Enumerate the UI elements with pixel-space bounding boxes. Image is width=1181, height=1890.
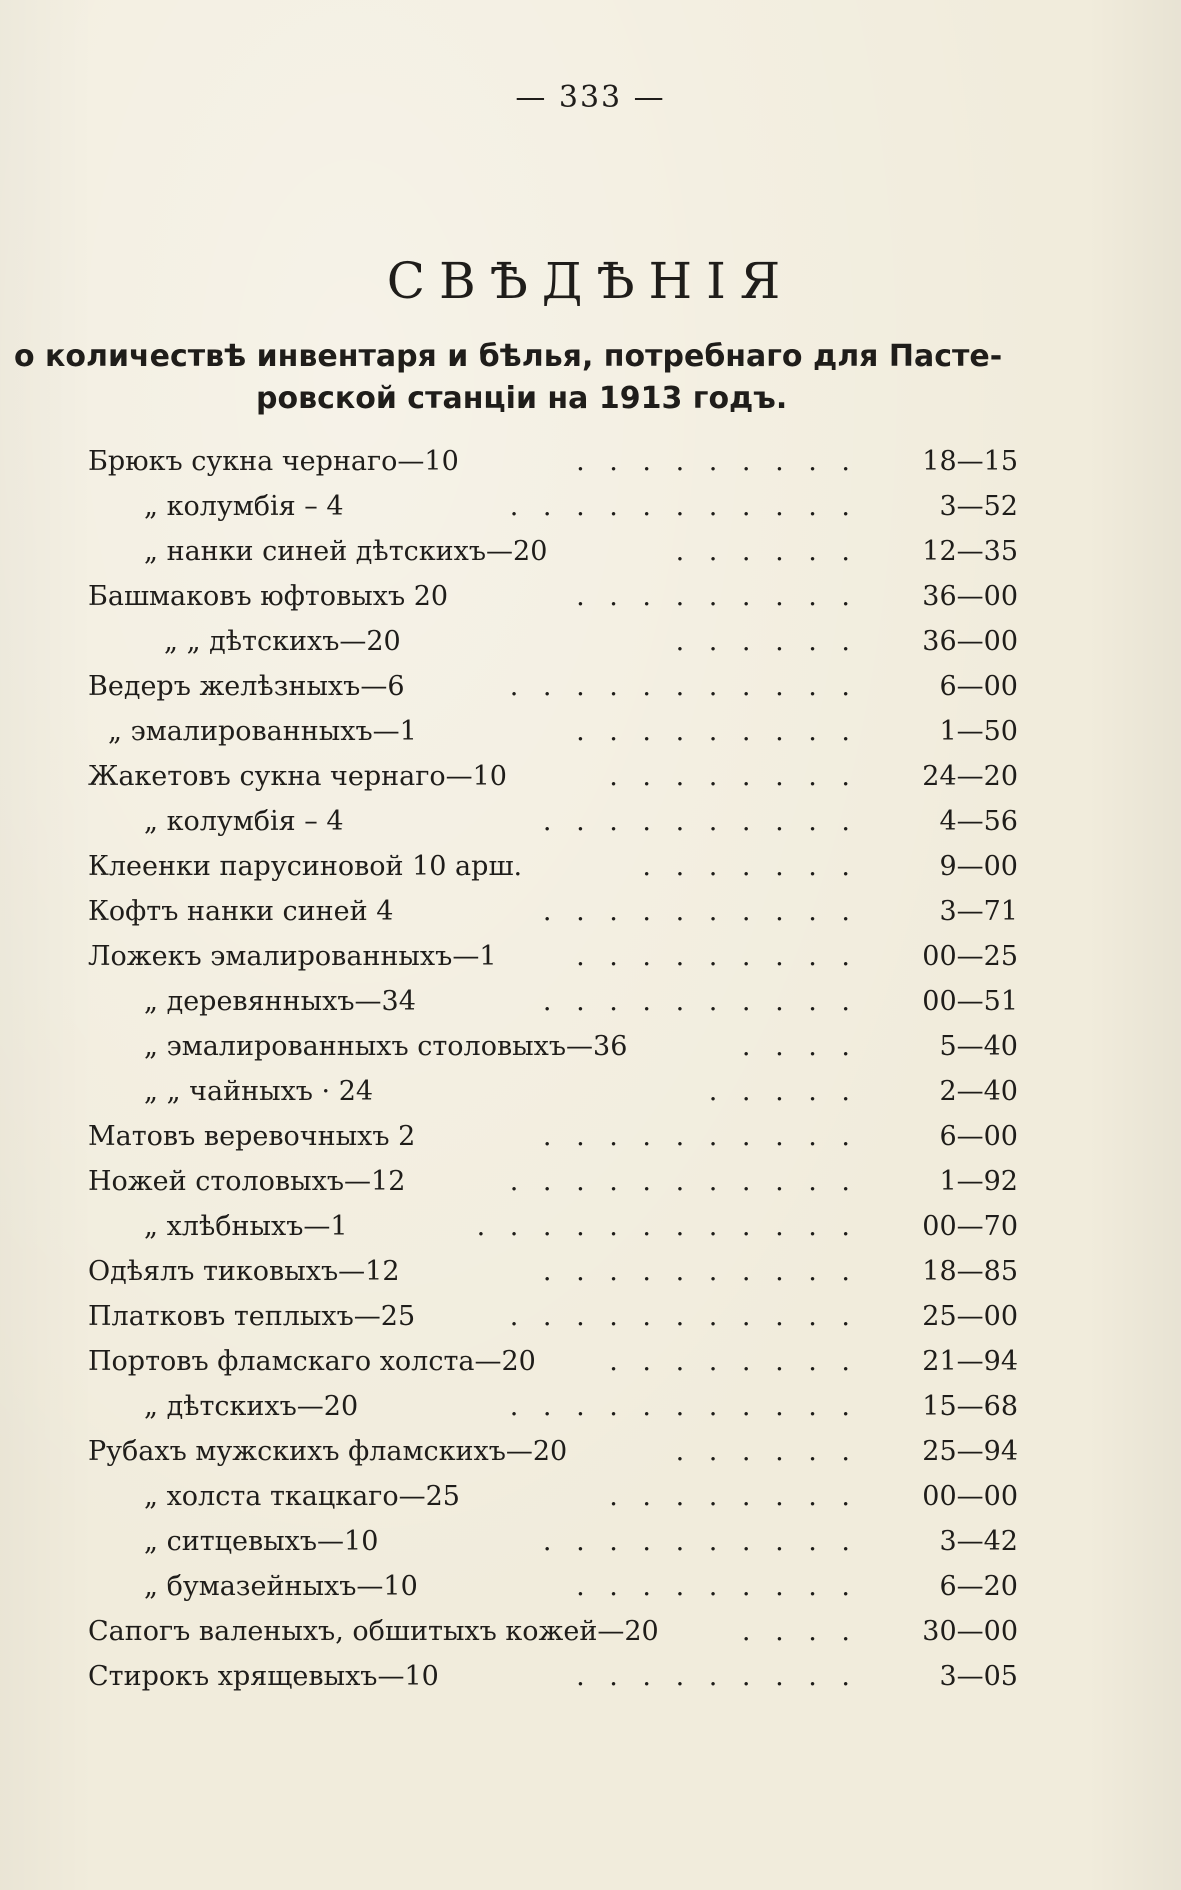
item-label: „ „ чайныхъ · 24 — [144, 1076, 374, 1107]
item-price: 18—85 — [922, 1256, 1018, 1287]
item-label: „ колумбія – 4 — [144, 491, 344, 522]
item-price: 00—70 — [922, 1211, 1018, 1242]
list-item — [88, 1119, 1028, 1164]
item-price: 25—00 — [922, 1301, 1018, 1332]
leader-dots: . . . . . . . — [642, 851, 858, 882]
item-price: 3—42 — [939, 1526, 1018, 1557]
list-item — [88, 669, 1028, 714]
leader-dots: . . . . . . . . . . . — [509, 1391, 858, 1422]
leader-dots: . . . . . . . . . . — [542, 896, 858, 927]
item-label: Матовъ веревочныхъ 2 — [88, 1121, 416, 1152]
leader-dots: . . . . . . . . . . — [542, 1121, 858, 1152]
leader-dots: . . . . . . . . . . — [542, 1526, 858, 1557]
list-item — [88, 849, 1028, 894]
list-item — [88, 1569, 1028, 1614]
page-number: — 333 — — [515, 80, 666, 115]
leader-dots: . . . . . . . . . . . . — [476, 1211, 858, 1242]
item-price: 18—15 — [922, 446, 1018, 477]
leader-dots: . . . . . . . . . — [576, 941, 858, 972]
list-item — [88, 939, 1028, 984]
list-item — [88, 714, 1028, 759]
item-label: Кофтъ нанки синей 4 — [88, 896, 394, 927]
item-label: „ нанки синей дѣтскихъ—20 — [144, 536, 548, 567]
list-item — [88, 1479, 1028, 1524]
list-item — [88, 1209, 1028, 1254]
item-price: 00—00 — [922, 1481, 1018, 1512]
leader-dots: . . . . . . . . . . . — [509, 1301, 858, 1332]
item-price: 36—00 — [922, 626, 1018, 657]
leader-dots: . . . . . . — [675, 536, 858, 567]
item-label: Жакетовъ сукна чернаго—10 — [88, 761, 507, 792]
item-price: 00—51 — [922, 986, 1018, 1017]
item-label: „ ситцевыхъ—10 — [144, 1526, 379, 1557]
subtitle-line-2: ровской станціи на 1913 годъ. — [256, 381, 788, 416]
item-label: Платковъ теплыхъ—25 — [88, 1301, 416, 1332]
item-label: „ холста ткацкаго—25 — [144, 1481, 460, 1512]
item-label: Брюкъ сукна чернаго—10 — [88, 446, 459, 477]
item-label: Сапогъ валеныхъ, обшитыхъ кожей—20 — [88, 1616, 659, 1647]
leader-dots: . . . . . . . . . — [576, 716, 858, 747]
item-price: 00—25 — [922, 941, 1018, 972]
item-label: „ эмалированныхъ столовыхъ—36 — [144, 1031, 628, 1062]
leader-dots: . . . . — [741, 1616, 858, 1647]
list-item — [88, 444, 1028, 489]
item-label: „ дѣтскихъ—20 — [144, 1391, 359, 1422]
list-item — [88, 759, 1028, 804]
list-item — [88, 1614, 1028, 1659]
leader-dots: . . . . . . . . . . — [542, 986, 858, 1017]
subtitle-line-1: о количествѣ инвентаря и бѣлья, потребнаго для Пасте- — [14, 339, 1003, 374]
item-label: „ деревянныхъ—34 — [144, 986, 416, 1017]
list-item — [88, 579, 1028, 624]
item-label: Стирокъ хрящевыхъ—10 — [88, 1661, 439, 1692]
inventory-list — [88, 444, 1028, 1704]
list-item — [88, 1524, 1028, 1569]
item-price: 3—05 — [939, 1661, 1018, 1692]
leader-dots: . . . . — [741, 1031, 858, 1062]
list-item — [88, 894, 1028, 939]
list-item — [88, 1029, 1028, 1074]
item-price: 6—00 — [939, 671, 1018, 702]
item-label: Ложекъ эмалированныхъ—1 — [88, 941, 497, 972]
item-price: 24—20 — [922, 761, 1018, 792]
item-price: 3—71 — [939, 896, 1018, 927]
item-label: Рубахъ мужскихъ фламскихъ—20 — [88, 1436, 568, 1467]
item-price: 12—35 — [922, 536, 1018, 567]
item-price: 9—00 — [939, 851, 1018, 882]
leader-dots: . . . . . . . . . — [576, 446, 858, 477]
list-item — [88, 1254, 1028, 1299]
item-price: 5—40 — [939, 1031, 1018, 1062]
item-price: 1—92 — [939, 1166, 1018, 1197]
list-item — [88, 1299, 1028, 1344]
item-label: Одѣялъ тиковыхъ—12 — [88, 1256, 400, 1287]
list-item — [88, 489, 1028, 534]
item-label: Башмаковъ юфтовыхъ 20 — [88, 581, 449, 612]
item-label: Клеенки парусиновой 10 арш. — [88, 851, 523, 882]
list-item — [88, 1434, 1028, 1479]
document-title: СВѢДѢНІЯ — [386, 252, 795, 310]
list-item — [88, 1344, 1028, 1389]
item-label: Ножей столовыхъ—12 — [88, 1166, 406, 1197]
item-price: 21—94 — [922, 1346, 1018, 1377]
item-label: Ведеръ желѣзныхъ—6 — [88, 671, 405, 702]
list-item — [88, 1659, 1028, 1704]
item-price: 6—20 — [939, 1571, 1018, 1602]
leader-dots: . . . . . . — [675, 1436, 858, 1467]
item-price: 2—40 — [939, 1076, 1018, 1107]
item-price: 36—00 — [922, 581, 1018, 612]
leader-dots: . . . . . . . . — [609, 761, 858, 792]
list-item — [88, 624, 1028, 669]
leader-dots: . . . . . . . . . . . — [509, 671, 858, 702]
list-item — [88, 1164, 1028, 1209]
leader-dots: . . . . . . . . . . — [542, 806, 858, 837]
item-label: „ хлѣбныхъ—1 — [144, 1211, 348, 1242]
leader-dots: . . . . . . . . — [609, 1481, 858, 1512]
leader-dots: . . . . . . . . . . . — [509, 1166, 858, 1197]
item-label: „ „ дѣтскихъ—20 — [164, 626, 401, 657]
leader-dots: . . . . . . — [675, 626, 858, 657]
leader-dots: . . . . . . . . . . . — [509, 491, 858, 522]
leader-dots: . . . . . . . . — [609, 1346, 858, 1377]
item-label: Портовъ фламскаго холста—20 — [88, 1346, 536, 1377]
list-item — [88, 534, 1028, 579]
item-price: 25—94 — [922, 1436, 1018, 1467]
leader-dots: . . . . . . . . . — [576, 581, 858, 612]
item-price: 6—00 — [939, 1121, 1018, 1152]
item-label: „ эмалированныхъ—1 — [108, 716, 417, 747]
leader-dots: . . . . . . . . . — [576, 1661, 858, 1692]
item-price: 15—68 — [922, 1391, 1018, 1422]
item-price: 4—56 — [939, 806, 1018, 837]
leader-dots: . . . . . . . . . — [576, 1571, 858, 1602]
item-label: „ колумбія – 4 — [144, 806, 344, 837]
leader-dots: . . . . . . . . . . — [542, 1256, 858, 1287]
item-price: 30—00 — [922, 1616, 1018, 1647]
list-item — [88, 804, 1028, 849]
list-item — [88, 1074, 1028, 1119]
item-price: 1—50 — [939, 716, 1018, 747]
item-label: „ бумазейныхъ—10 — [144, 1571, 418, 1602]
list-item — [88, 984, 1028, 1029]
leader-dots: . . . . . — [708, 1076, 858, 1107]
list-item — [88, 1389, 1028, 1434]
item-price: 3—52 — [939, 491, 1018, 522]
